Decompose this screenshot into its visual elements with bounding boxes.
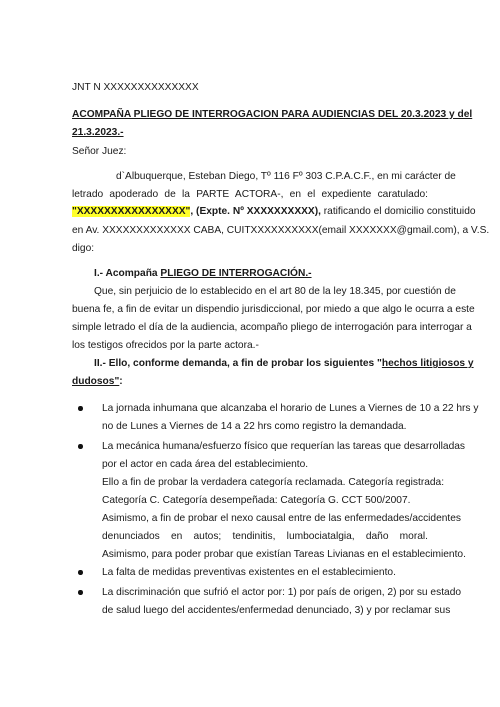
- section-2-tail-underlined: dudosos": [72, 376, 120, 387]
- salutation: Señor Juez:: [72, 146, 127, 157]
- bullet-2-line-4: Categoría C. Categoría desempeñada: Categoría G. CCT 500/2007.: [102, 495, 411, 506]
- bullet-2-line-1: La mecánica humana/esfuerzo físico que requerían las tareas que desarrolladas: [102, 441, 466, 452]
- section-1-line-1: Que, sin perjuicio de lo establecido en el art 80 de la ley 18.345, por cuestión de: [94, 286, 456, 297]
- bullet-2-line-5: Asimismo, a fin de probar el nexo causal entre de las enfermedades/accidentes: [102, 513, 462, 524]
- section-2-lead-underlined: hechos litigiosos y: [381, 358, 474, 369]
- intro-line-5: digo:: [72, 243, 95, 254]
- expte-number: , (Expte. Nº XXXXXXXXXX),: [190, 206, 321, 217]
- section-1-label: I.- Acompaña: [94, 268, 161, 279]
- section-2-tail: :: [119, 376, 123, 387]
- section-2-heading-cont: [72, 375, 123, 388]
- section-1-line-2: buena fe, a fin de evitar un dispendio jurisdiccional, por miedo a que algo le ocurra a este: [72, 304, 475, 315]
- intro-line-3: [72, 205, 476, 218]
- section-2-heading: [94, 357, 474, 370]
- section-1-label-underlined: PLIEGO DE INTERROGACIÓN.-: [160, 268, 312, 279]
- bullet-2-line-6: denunciados en autos; tendinitis, lumbociatalgia, daño moral.: [102, 531, 428, 542]
- section-1-line-3: simple letrado el día de la audiencia, acompaño pliego de interrogación para interrogar a: [72, 322, 472, 333]
- document-title-line-1: ACOMPAÑA PLIEGO DE INTERROGACION PARA AUDIENCIAS DEL 20.3.2023 y del: [72, 109, 473, 120]
- bullet-2-line-3: Ello a fin de probar la verdadera categoría reclamada. Categoría registrada:: [102, 477, 445, 488]
- file-reference: JNT N XXXXXXXXXXXXXX: [72, 82, 199, 93]
- bullet-3-line-1: La falta de medidas preventivas existentes en el establecimiento.: [102, 567, 396, 578]
- document-title-line-2: 21.3.2023.-: [72, 127, 124, 138]
- bullet-1-line-2: no de Lunes a Viernes de 14 a 22 hrs como registro la demandada.: [102, 421, 407, 432]
- case-name-highlight: "XXXXXXXXXXXXXXXX": [72, 206, 191, 217]
- intro-line-4: en Av. XXXXXXXXXXXXX CABA, CUITXXXXXXXXXX(email XXXXXXX@gmail.com), a V.S.: [72, 225, 490, 236]
- bullet-dot-3: [78, 570, 83, 575]
- bullet-1-line-1: La jornada inhumana que alcanzaba el horario de Lunes a Viernes de 10 a 22 hrs y: [102, 403, 479, 414]
- intro-line-2: letrado apoderado de la PARTE ACTORA-, en el expediente caratulado:: [72, 189, 428, 200]
- section-1-heading: [94, 267, 312, 280]
- bullet-dot-4: [78, 590, 83, 595]
- section-2-lead: II.- Ello, conforme demanda, a fin de probar los siguientes ": [94, 358, 382, 369]
- bullet-dot-2: [78, 444, 83, 449]
- bullet-2-line-2: por el actor en cada área del establecimiento.: [102, 459, 309, 470]
- intro-line-3-rest: ratificando el domicilio constituido: [320, 206, 476, 217]
- intro-line-1: d`Albuquerque, Esteban Diego, Tº 116 Fº 303 C.P.A.C.F., en mi carácter de: [116, 171, 456, 182]
- bullet-4-line-2: de salud luego del accidentes/enfermedad denunciado, 3) y por reclamar sus: [102, 605, 451, 616]
- bullet-4-line-1: La discriminación que sufrió el actor por: 1) por país de origen, 2) por su estado: [102, 587, 462, 598]
- bullet-dot-1: [78, 406, 83, 411]
- bullet-2-line-7: Asimismo, para poder probar que existían Tareas Livianas en el establecimiento.: [102, 549, 466, 560]
- section-1-line-4: los testigos ofrecidos por la parte actora.-: [72, 340, 259, 351]
